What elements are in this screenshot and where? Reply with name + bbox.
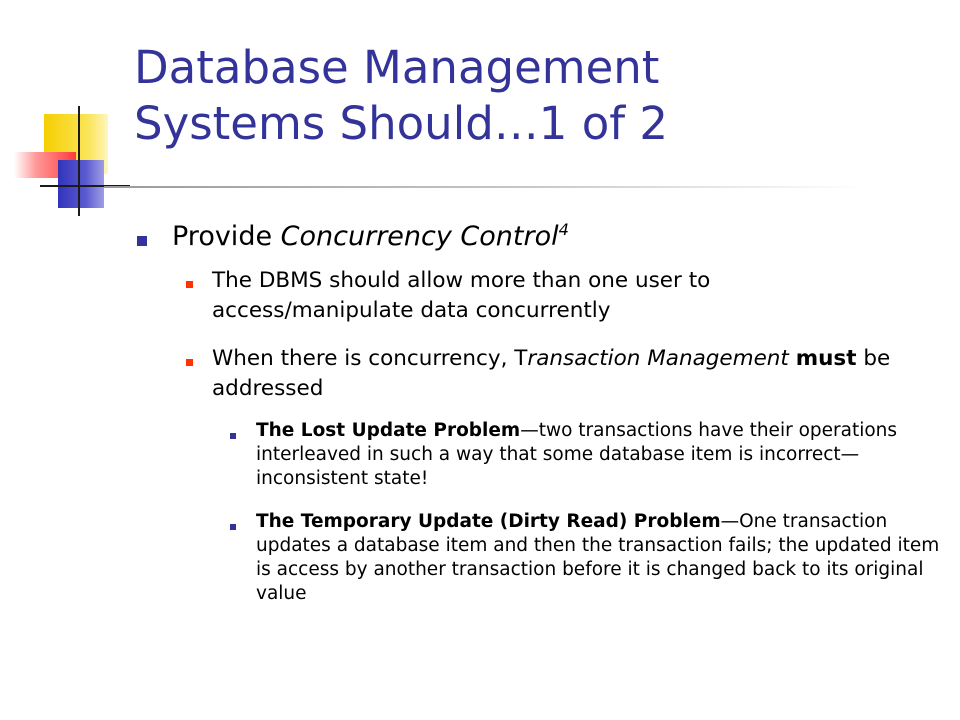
bullet-italic-text: Concurrency Control (280, 221, 559, 252)
sub-bullet-text: When there is concurrency, T (212, 346, 528, 371)
square-bullet-icon (230, 524, 236, 530)
sub-bullet-italic-text: ransaction Management (527, 346, 789, 371)
square-bullet-icon (230, 433, 236, 439)
sub-sub-bullet-text: —One transaction updates a database item and then the transaction fails; the updated item is access by another transaction before it is changed back to its original value (256, 511, 940, 604)
sub-sub-bullet-text: —two transactions have their operations interleaved in such a way that some database item is incorrect—inconsistent state! (256, 420, 898, 489)
bullet-provide-concurrency-control (172, 220, 912, 254)
slide-title-line-1: Database Management (134, 41, 660, 94)
sub-sub-bullet-bold-text: The Temporary Update (Dirty Read) Problem (256, 511, 721, 532)
bullet-text: Provide (172, 221, 281, 252)
footnote-reference: 4 (558, 220, 569, 239)
square-bullet-icon (186, 359, 193, 366)
sub-bullet-text: The DBMS should allow more than one user to access/manipulate data concurrently (212, 268, 711, 323)
slide-title-line-2: Systems Should…1 of 2 (134, 97, 669, 150)
square-bullet-icon (137, 236, 147, 246)
sub-sub-bullet-bold-text: The Lost Update Problem (256, 420, 521, 441)
sub-bullet-space (789, 346, 796, 371)
sub-sub-bullet-dirty-read-problem (256, 510, 946, 606)
sub-bullet-bold-text: must (795, 346, 857, 371)
sub-bullet-suffix-text: be addressed (212, 346, 891, 401)
square-bullet-icon (186, 281, 193, 288)
sub-bullet-transaction-management (212, 344, 912, 404)
sub-bullet-multi-user-access (212, 266, 912, 326)
sub-sub-bullet-lost-update-problem (256, 419, 946, 491)
